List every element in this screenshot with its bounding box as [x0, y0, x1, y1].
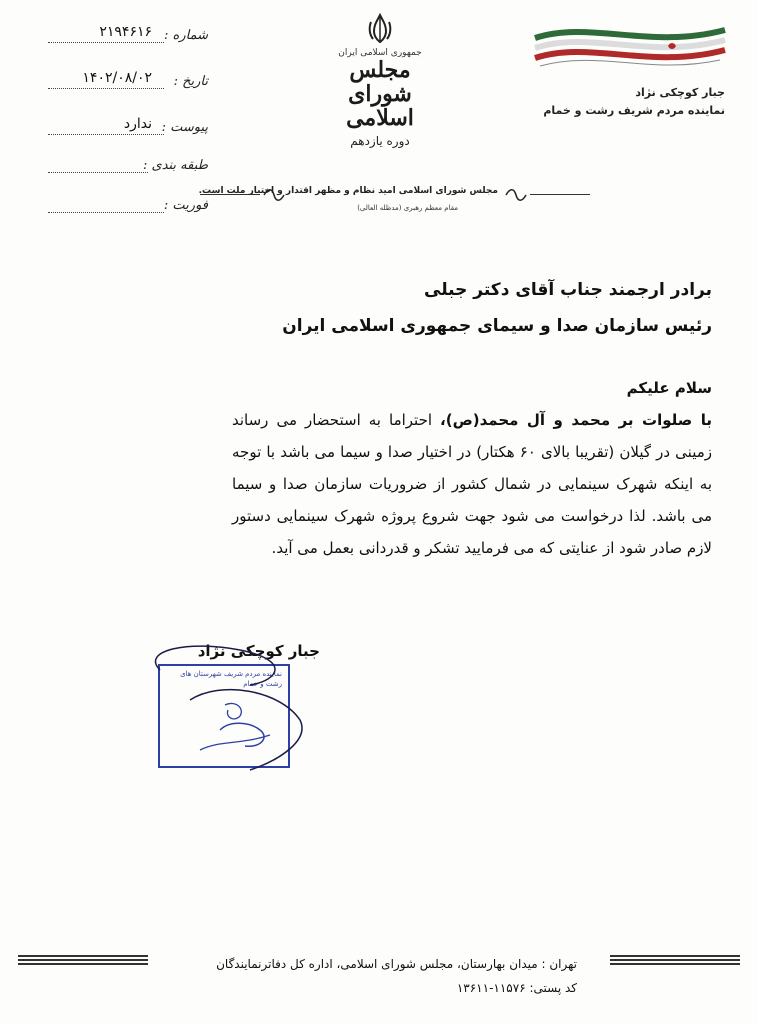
addressee-block [282, 272, 712, 344]
body-text: احتراما به استحضار می رساند زمینی در گیلان (تقریبا بالای ۶۰ هکتار) در اختیار صدا و سیما می باشد با توجه به اینکه شهرک سینمایی در شمال کشور از ضروریات سازمان صدا و سیما می باشد. لذا درخواست می شود جهت شروع پروژه شهرک سینمایی دستور لازم صادر شود از عنایتی که می فرمایید تشکر و قدردانی بعمل می آید. [232, 411, 712, 557]
handwritten-signature [130, 630, 330, 780]
rep-title: نماینده مردم شریف رشت و خمام [543, 104, 725, 117]
date-line [48, 88, 164, 89]
ornament-flourish-icon [504, 186, 528, 204]
classification-label: طبقه بندی : [143, 158, 208, 173]
urgency-label: فوریت : [163, 198, 208, 213]
stamp-line2: رشت و خمام [243, 680, 282, 688]
addressee-line2: رئیس سازمان صدا و سیمای جمهوری اسلامی ایران [282, 316, 712, 336]
urgency-line [48, 212, 164, 213]
term-label: دوره یازدهم [350, 134, 410, 148]
footer-address-block [216, 952, 577, 1000]
slogan-source: مقام معظم رهبری (مدظله العالی) [357, 204, 458, 212]
signature-name: جبار کوچکی نژاد [197, 642, 320, 660]
addressee-line1: برادر ارجمند جناب آقای دکتر جبلی [424, 280, 712, 300]
meta-date [48, 70, 208, 96]
number-line [48, 42, 164, 43]
rep-name: جبار کوچکی نژاد [635, 86, 725, 99]
parliament-emblem [320, 12, 440, 152]
number-label: شماره : [164, 28, 208, 43]
number-value: ۲۱۹۴۶۱۶ [99, 24, 152, 40]
footer-address: تهران : میدان بهارستان، مجلس شورای اسلامی، اداره کل دفاترنمایندگان [216, 957, 577, 971]
attachment-line [48, 134, 164, 135]
representative-header [543, 84, 725, 120]
slogan-ornament [200, 182, 590, 232]
meta-classification [48, 158, 208, 180]
attachment-label: پیوست : [161, 120, 208, 135]
attachment-value: ندارد [123, 116, 152, 132]
date-label: تاریخ : [173, 74, 208, 89]
stamp-line1: نماینده مردم شریف شهرستان های [180, 670, 282, 678]
footer-postal: کد پستی: ۱۱۵۷۶-۱۳۶۱۱ [456, 981, 577, 995]
date-value: ۱۴۰۲/۰۸/۰۲ [82, 70, 152, 86]
classification-line [48, 172, 148, 173]
meta-urgency [48, 198, 208, 220]
meta-number [48, 24, 208, 50]
letter-body [232, 372, 712, 564]
iran-emblem-icon [363, 12, 397, 46]
footer-rule-right [610, 955, 740, 969]
body-paragraph [232, 404, 712, 564]
parliament-title: مجلس شورای اسلامی [346, 57, 414, 131]
slogan-text: مجلس شورای اسلامی امید نظام و مظهر اقتدار و اختیار ملت است. [198, 186, 498, 196]
footer-rule-left [18, 955, 148, 969]
flag-icon [530, 20, 730, 80]
greeting: سلام علیکم [626, 379, 712, 397]
republic-label: جمهوری اسلامی ایران [338, 48, 422, 58]
meta-attachment [48, 116, 208, 142]
salutation: با صلوات بر محمد و آل محمد(ص)، [440, 411, 712, 429]
iran-flag-graphic [530, 20, 730, 80]
